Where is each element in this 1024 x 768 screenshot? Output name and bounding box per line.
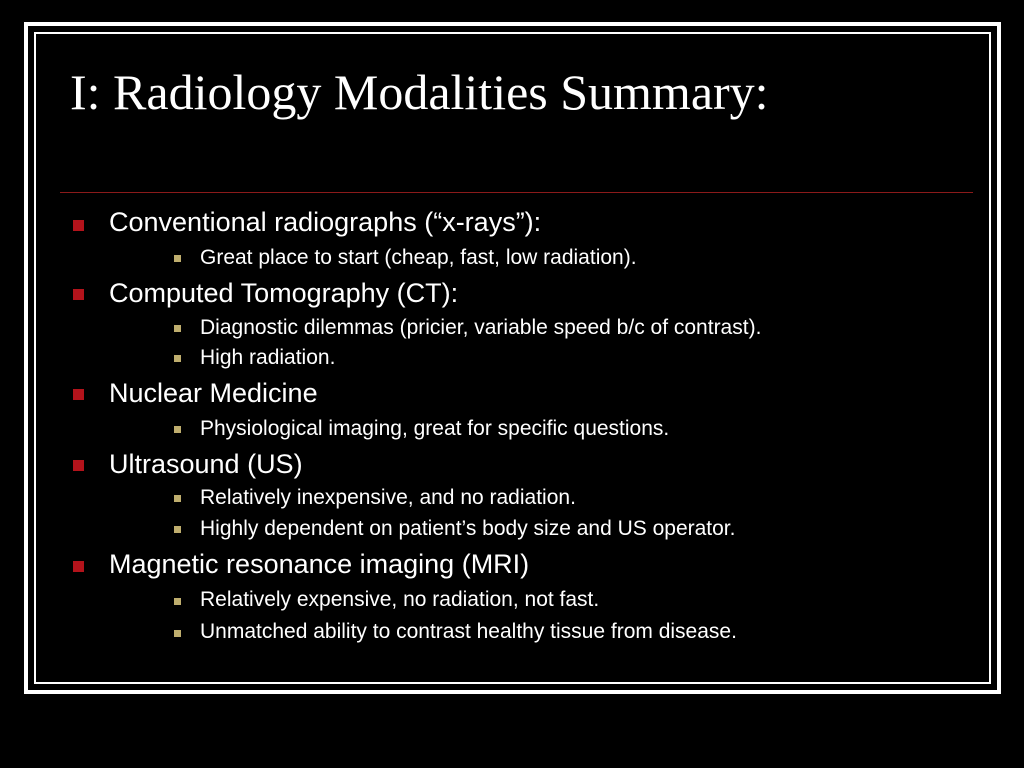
- secondary-bullet-icon: [174, 255, 181, 262]
- secondary-bullet-icon: [174, 426, 181, 433]
- sub-bullet-item: Highly dependent on patient’s body size and US operator.: [200, 517, 736, 540]
- bullet-item-ultrasound: Ultrasound (US): [109, 449, 303, 479]
- bullet-item-radiographs: Conventional radiographs (“x-rays”):: [109, 207, 542, 237]
- bullet-item-ct: Computed Tomography (CT):: [109, 278, 459, 308]
- secondary-bullet-icon: [174, 526, 181, 533]
- secondary-bullet-icon: [174, 630, 181, 637]
- slide-title: I: Radiology Modalities Summary:: [70, 64, 769, 120]
- secondary-bullet-icon: [174, 325, 181, 332]
- sub-bullet-item: Unmatched ability to contrast healthy tissue from disease.: [200, 620, 737, 643]
- secondary-bullet-icon: [174, 355, 181, 362]
- primary-bullet-icon: [73, 220, 84, 231]
- sub-bullet-item: Great place to start (cheap, fast, low radiation).: [200, 246, 637, 269]
- primary-bullet-icon: [73, 389, 84, 400]
- secondary-bullet-icon: [174, 598, 181, 605]
- primary-bullet-icon: [73, 561, 84, 572]
- primary-bullet-icon: [73, 289, 84, 300]
- bullet-item-nuclear-medicine: Nuclear Medicine: [109, 378, 318, 408]
- secondary-bullet-icon: [174, 495, 181, 502]
- sub-bullet-item: Relatively inexpensive, and no radiation.: [200, 486, 576, 509]
- sub-bullet-item: Diagnostic dilemmas (pricier, variable speed b/c of contrast).: [200, 316, 762, 339]
- primary-bullet-icon: [73, 460, 84, 471]
- sub-bullet-item: Physiological imaging, great for specific questions.: [200, 417, 670, 440]
- bullet-item-mri: Magnetic resonance imaging (MRI): [109, 549, 530, 579]
- sub-bullet-item: High radiation.: [200, 346, 336, 369]
- sub-bullet-item: Relatively expensive, no radiation, not fast.: [200, 588, 600, 611]
